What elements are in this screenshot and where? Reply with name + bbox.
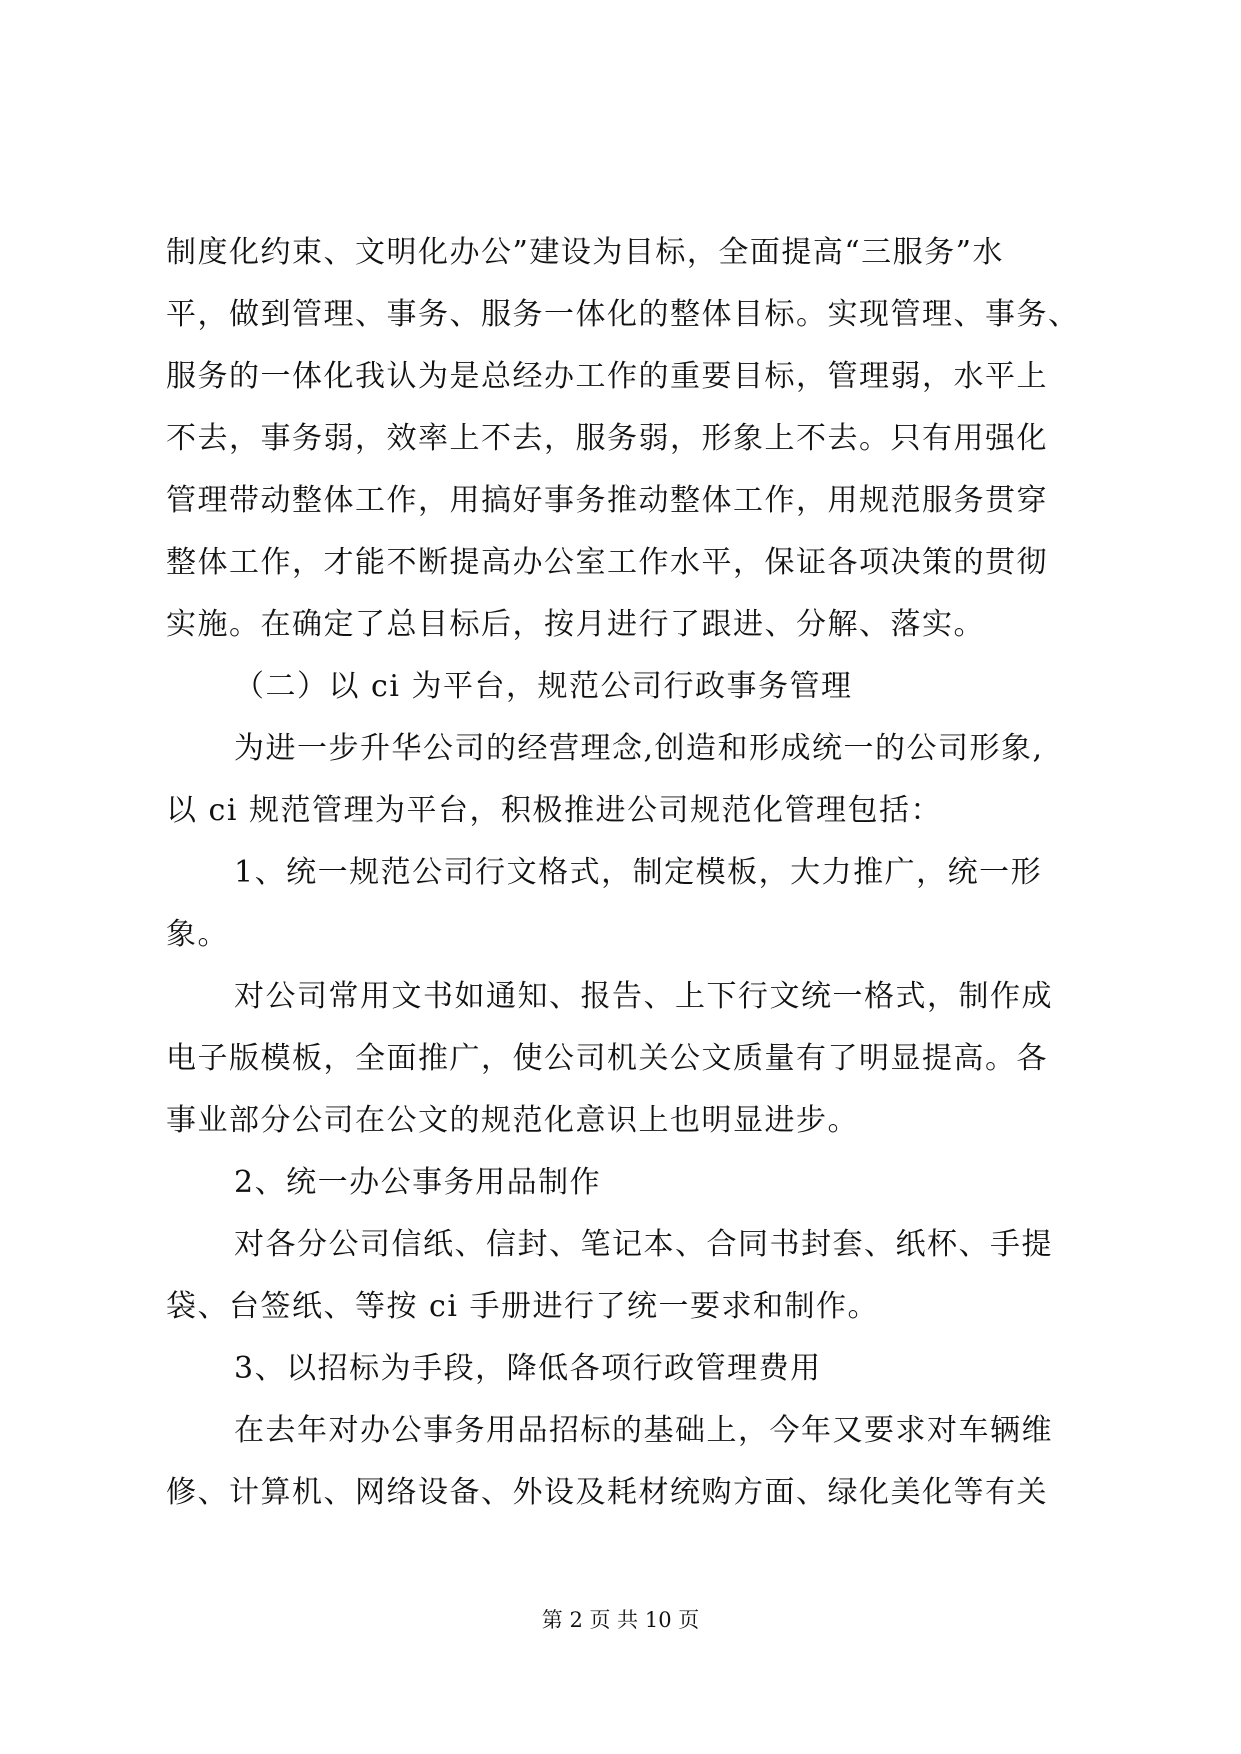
section-heading: （二）以 ci 为平台，规范公司行政事务管理 — [234, 669, 853, 704]
page-number-footer: 第 2 页 共 10 页 — [541, 1608, 700, 1632]
text-line: 对各分公司信纸、信封、笔记本、合同书封套、纸杯、手提 — [234, 1227, 1053, 1262]
text-line: 象。 — [166, 917, 229, 952]
text-line: 在去年对办公事务用品招标的基础上，今年又要求对车辆维 — [234, 1413, 1053, 1448]
text-line: 袋、台签纸、等按 ci 手册进行了统一要求和制作。 — [166, 1289, 879, 1324]
text-line: 平，做到管理、事务、服务一体化的整体目标。实现管理、事务、 — [166, 297, 1080, 332]
list-item-heading: 1、统一规范公司行文格式，制定模板，大力推广，统一形 — [234, 855, 1043, 890]
text-line: 不去，事务弱，效率上不去，服务弱，形象上不去。只有用强化 — [166, 421, 1048, 456]
text-line: 整体工作，才能不断提高办公室工作水平，保证各项决策的贯彻 — [166, 545, 1048, 580]
text-line: 服务的一体化我认为是总经办工作的重要目标，管理弱，水平上 — [166, 359, 1048, 394]
list-item-heading: 3、以招标为手段，降低各项行政管理费用 — [234, 1351, 822, 1386]
text-line: 对公司常用文书如通知、报告、上下行文统一格式，制作成 — [234, 979, 1053, 1014]
text-line: 以 ci 规范管理为平台，积极推进公司规范化管理包括： — [166, 793, 942, 828]
list-item-heading: 2、统一办公事务用品制作 — [234, 1165, 602, 1200]
document-body — [166, 222, 1080, 1524]
text-line: 为进一步升华公司的经营理念,创造和形成统一的公司形象, — [234, 731, 1044, 766]
text-line: 事业部分公司在公文的规范化意识上也明显进步。 — [166, 1103, 859, 1138]
text-line: 制度化约束、文明化办公”建设为目标，全面提高“三服务”水 — [166, 235, 1005, 270]
text-line: 修、计算机、网络设备、外设及耗材统购方面、绿化美化等有关 — [166, 1475, 1048, 1510]
text-line: 管理带动整体工作，用搞好事务推动整体工作，用规范服务贯穿 — [166, 483, 1048, 518]
text-line: 电子版模板，全面推广，使公司机关公文质量有了明显提高。各 — [166, 1041, 1048, 1076]
text-line: 实施。在确定了总目标后，按月进行了跟进、分解、落实。 — [166, 607, 985, 642]
